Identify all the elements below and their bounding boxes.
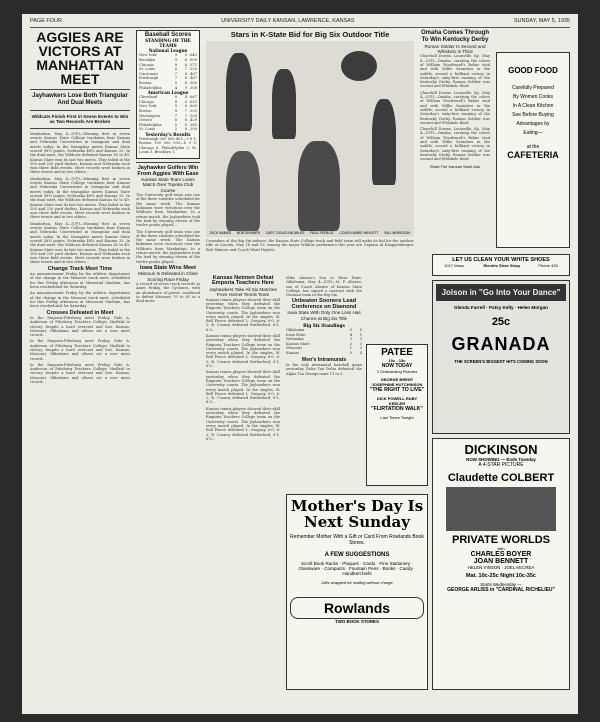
- mothers-day-items: Scroll Book Racks · Plaques · Cards · Fine Stationery · Glassware · Compacts · Fountain Pens · Books · Candy · Handkerchiefs: [298, 561, 416, 576]
- photo-name-label: DICK NAMES: [210, 231, 232, 235]
- granada-name: GRANADA: [451, 334, 551, 354]
- tennis-column: [206, 276, 280, 710]
- team-stat: 0: [349, 351, 352, 356]
- aheare-body: Mike Aheare's Son to Wear Point. Oklahoma, May 4—(UP)—M. P. Aheare, son of Coach Aheare of Kansas State College, has signed a contract with the Norman team in the Big Six.: [286, 276, 364, 298]
- tennis-body-cont-2: Kansas tennis players showed their skill yesterday when they defeated the Emporia Teachers College team on the University courts. The Jayhawkers won every match played. In the singles, W. Bell Pierce defeated L. Gregory, 6-0, 6-2; R. Cooney defeated Rutherford, 6-1, 6-3...: [206, 370, 282, 405]
- team-stat: 1: [359, 332, 362, 337]
- team-name: Boston: [139, 80, 152, 85]
- coach-portrait: [298, 141, 340, 231]
- patee-extra: Last Times Tonight: [380, 415, 414, 420]
- colbert-portrait: [446, 487, 556, 531]
- track-time-headline: Change Track Meet Time: [47, 265, 113, 272]
- team-stat: 8: [174, 67, 177, 72]
- team-name: Chicago: [139, 99, 154, 104]
- rowlands-sub: TWO BOOK STORES: [335, 619, 379, 624]
- patee-film-1: "THE RIGHT TO LIVE": [369, 387, 425, 393]
- lead-headline: AGGIES ARE VICTORS AT MANHATTAN MEET: [36, 29, 124, 87]
- tennis-body: Kansas tennis players showed their skill yesterday when they defeated the Emporia Teachers College team on the University courts. The Jayhawkers won every match played. In the singles, W. Bell Pierce defeated L. Gregory, 6-0, 6-2; R. Cooney defeated Rutherford, 6-1, 6-3...: [206, 297, 282, 332]
- team-stat: 7: [174, 113, 177, 118]
- team-stat: 9: [184, 85, 187, 90]
- derby-body-cont: Churchill Downs, Louisville, Ky., May 4—(UP)—Omaha, carrying the colors of William Woodward's Belair stud and with Willie Saunders in the saddle, scored a brilliant victory in Saturday's sixty-first running of the Kentucky Derby. Roman Soldier was second and Whiskolo third.: [420, 90, 492, 125]
- iowa-headline: Iowa State Wins Meet: [140, 264, 196, 271]
- team-name: Washington: [139, 113, 161, 118]
- rowlands-logo: Rowlands: [290, 597, 424, 619]
- lead-body-cont: Manhattan, May 4—(UP)—Winning first in seven events Kansas State College trackmen beat Kansas and Nebraska Universities in triangular and dual meets today. In the triangular meets Kansas State scored 58¼ points, Nebraska 48¼ and Kansas 25. In the dual meet, the Wildcats defeated Kansas 82 to 49. Kansas State won its last two meets. They failed in the 100 and 220 yard dashes, Kansas and Nebraska each won three field events. Meet records were broken in three events and in two others...: [30, 176, 132, 220]
- team-stat: 3: [359, 337, 362, 342]
- standings-row: [286, 351, 362, 356]
- team-stat: 8: [184, 118, 187, 123]
- team-name: Oklahoma: [286, 328, 305, 333]
- dickinson-prices: Mat. 10c-25c Night 10c-35c: [465, 573, 536, 579]
- team-stat: 8: [184, 76, 187, 81]
- photo-name-label: BILL WHEEDON: [384, 231, 410, 235]
- team-stat: .200: [188, 127, 197, 132]
- cafeteria-line: In A Clean Kitchen: [512, 103, 554, 109]
- national-league-title: National League: [148, 48, 188, 54]
- folio: [30, 18, 570, 28]
- team-stat: 5: [174, 80, 177, 85]
- derby-column: [420, 30, 490, 254]
- team-stat: 9: [174, 58, 177, 62]
- team-stat: 1: [349, 346, 352, 351]
- team-name: Kansas: [286, 351, 299, 356]
- team-stat: .467: [188, 76, 197, 81]
- golf-headline: Jayhawker Golfers Win From Aggies With Ease: [137, 165, 199, 177]
- track-stars-photo: [206, 41, 414, 237]
- runner-figure: [226, 53, 252, 131]
- patee-features: 2 Outstanding Pictures: [376, 369, 418, 374]
- team-stat: 2: [349, 337, 352, 342]
- team-stat: .308: [188, 85, 197, 90]
- tennis-body-cont-3: Kansas tennis players showed their skill yesterday when they defeated the Emporia Teachers College team on the University courts. The Jayhawkers won every match played. In the singles, W. Bell Pierce defeated L. Gregory, 6-0, 6-2; R. Cooney defeated Rutherford, 6-1, 6-3...: [206, 406, 282, 441]
- granada-film: Jolson in "Go Into Your Dance": [436, 284, 566, 301]
- nl-table: [139, 53, 197, 90]
- team-name: Chicago: [139, 62, 154, 67]
- team-name: Kansas State: [286, 341, 310, 346]
- photo-name-label: COACH WARD HAYLETT: [339, 231, 379, 235]
- cafeteria-name: CAFETERIA: [507, 150, 559, 160]
- golf-body: The University golf team was one of the three varsities scheduled for the same week. The Kansas linksmen were victorious over the Wildcats from Manhattan. In a return match, the Jayhawkers took the lead by winning eleven of the twelve points played...: [136, 193, 202, 228]
- tennis-body-cont: Kansas tennis players showed their skill yesterday when they defeated the Emporia Teachers College team on the University courts. The Jayhawkers won every match played. In the singles, W. Bell Pierce defeated L. Gregory, 6-0, 6-2; R. Cooney defeated Rutherford, 6-1, 6-3...: [206, 334, 282, 369]
- baseball-title: Baseball Scores: [144, 32, 192, 38]
- sooners-headline: Unbeaten Sooners Lead Conference on Diamond: [291, 298, 357, 310]
- team-name: New York: [139, 104, 157, 109]
- patee-price: 10c - 15c: [388, 358, 406, 363]
- big-six-standings: [286, 323, 362, 356]
- baseball-column: [136, 30, 200, 710]
- dickinson-sub: A 4-STAR PICTURE: [478, 462, 524, 468]
- photo-caption: Crusaders of the Big Six indoors, the Kansas State College track and field team will make its bid for the outdoor title at Lincoln, May 18 and 19. Among the major Wildcat performers this year are Captain Al Knappenberger, Bob Skinner and Coach Ward Haylett.: [206, 239, 416, 252]
- team-stat: 7: [174, 76, 177, 81]
- cafeteria-ad: [496, 52, 570, 248]
- american-league-title: American League: [147, 90, 189, 96]
- team-stat: .643: [188, 53, 197, 58]
- dickinson-ad: [432, 438, 570, 690]
- mothers-day-ad: [286, 494, 428, 690]
- team-stat: 8: [174, 108, 177, 113]
- team-stat: 4: [174, 85, 177, 90]
- team-name: Boston: [139, 108, 152, 113]
- crosses-body-cont: In the Emporia-Pittsburg meet Friday, Dale A. Anderson of Pittsburg Teachers College, Hadleid to victory despite a hard overcast and lost. Kansas, Missouri, Oklahoma and others set a new meet record...: [30, 339, 132, 361]
- team-stat: 8: [174, 62, 177, 67]
- patee-now: NOW TODAY: [381, 363, 413, 369]
- team-stat: .667: [188, 95, 197, 100]
- dickinson-cast-2: JOAN BENNETT: [473, 558, 529, 565]
- cafeteria-line: By Women Cooks: [513, 94, 553, 100]
- shoe-shop-phone: Phone 435: [538, 263, 558, 268]
- team-name: Iowa State: [286, 332, 306, 337]
- team-stat: 7: [184, 113, 187, 118]
- team-stat: .385: [188, 80, 197, 85]
- team-stat: .533: [188, 67, 197, 72]
- derby-headline: Omaha Comes Through To Win Kentucky Derby: [420, 30, 489, 43]
- photo-name-labels: [210, 231, 410, 235]
- lead-deck: Jayhawkers Lose Both Triangular And Dual Meets: [32, 93, 128, 106]
- team-name: Detroit: [139, 118, 152, 123]
- team-stat: 3: [359, 341, 362, 346]
- iowa-body: A record of seven track records in Ames Friday, the Cyclones, with an abundance of power, combined to defeat Missouri 70 to 61 in a dual meet.: [136, 282, 202, 304]
- tennis-deck: Jayhawkers Take All Six Matches From Hornet Tennis Team: [209, 286, 277, 298]
- team-stat: .533: [188, 108, 197, 113]
- iowa-deck: Missouri Is Defeated in Close Scoring Race Friday: [138, 271, 198, 282]
- results-title: Yesterday's Results: [145, 131, 191, 137]
- shoe-shop-address: 1017 Mass.: [444, 263, 465, 268]
- crosses-body-cont-2: In the Emporia-Pittsburg meet Friday, Dale A. Anderson of Pittsburg Teachers College, Hadleid to victory despite a hard overcast and lost. Kansas, Missouri, Oklahoma and others set a new meet record...: [30, 362, 132, 385]
- athlete-portrait: [226, 151, 260, 231]
- hurdler-figure: [372, 99, 396, 185]
- team-name: Nebraska: [286, 337, 304, 342]
- team-stat: .571: [188, 62, 197, 67]
- team-stat: .615: [188, 99, 197, 104]
- lead-body: Manhattan, May 4—(UP)—Winning first in seven events Kansas State College trackmen beat Kansas and Nebraska Universities in triangular and dual meets today. In the triangular meets Kansas State scored 58¼ points, Nebraska 48¼ and Kansas 25. In the dual meet, the Wildcats defeated Kansas 82 to 49. Kansas State won its last two meets. They failed in the 100 and 220 yard dashes, Kansas and Nebraska each won three field events. Meet records were broken in three events and in two others...: [30, 131, 132, 175]
- team-stat: 8: [184, 71, 187, 76]
- team-name: Missouri: [286, 346, 302, 351]
- team-stat: 8: [184, 80, 187, 85]
- baseball-scores-box: [136, 30, 200, 159]
- team-stat: 0: [359, 328, 362, 333]
- dickinson-film: PRIVATE WORLDS: [452, 534, 550, 546]
- golf-body-cont: The University golf team was one of the three varsities scheduled for the same week. The Kansas linksmen were victorious over the Wildcats from Manhattan. In a return match, the Jayhawkers took the lead by winning eleven of the twelve points played...: [136, 229, 202, 264]
- team-name: Cincinnati: [139, 71, 158, 76]
- jumper-figure: [341, 51, 377, 81]
- photo-feature: [206, 30, 414, 276]
- dickinson-with: with: [497, 546, 505, 551]
- granada-stars: Glenda Farrell · Patsy Kelly · Helen Morgan: [454, 305, 548, 310]
- team-stat: 4: [349, 332, 352, 337]
- team-name: New York: [139, 53, 157, 58]
- patee-star-1: GEORGE BRENT JOSEPHINE HUTCHINSON: [371, 377, 423, 387]
- team-stat: 7: [174, 71, 177, 76]
- sooners-column: [286, 276, 362, 486]
- track-time-body-cont: An announcement Friday by the athletic department of the change in the Missouri track meet, scheduled for this Friday afternoon at Memorial Stadium, has been rescheduled for Saturday.: [30, 291, 132, 309]
- team-name: Philadelphia: [139, 85, 162, 90]
- derby-deck: Roman Soldier Is Second and Whiskolo Is Third: [424, 43, 486, 54]
- team-stat: 5: [184, 53, 187, 58]
- team-stat: .467: [188, 71, 197, 76]
- mothers-day-wrap: Gifts wrapped for mailing without charge: [321, 580, 393, 585]
- granada-ad: [432, 280, 570, 434]
- photo-name-label: BOB SKINNER: [236, 231, 261, 235]
- tennis-headline: Kansas Netmen Defeat Emporia Teachers Here: [211, 275, 275, 287]
- mothers-day-title: Mother's Day Is Next Sunday: [290, 497, 424, 531]
- team-name: St. Louis: [139, 67, 156, 72]
- team-stat: 7: [184, 67, 187, 72]
- cafeteria-line: Eating—: [523, 130, 543, 136]
- mothers-day-suggestions: A FEW SUGGESTIONS: [324, 552, 390, 558]
- team-stat: 4: [359, 351, 362, 356]
- al-table: [139, 95, 197, 132]
- granada-tagline: THE SCREEN'S BIGGEST HITS COMING SOON: [454, 359, 548, 364]
- team-name: Brooklyn: [139, 58, 156, 62]
- intramurals-headline: Men's Intramurals: [301, 356, 347, 363]
- lead-story-column: [30, 30, 130, 710]
- team-name: St. Louis: [139, 127, 156, 132]
- team-stat: 3: [359, 346, 362, 351]
- team-stat: 5: [174, 122, 177, 127]
- team-stat: .429: [188, 118, 197, 123]
- team-stat: .600: [188, 58, 197, 62]
- dickinson-cast-3: HELEN VINSON · JOEL McCREA: [467, 565, 535, 570]
- issue-date: SUNDAY, MAY 5, 1935: [513, 18, 570, 24]
- intramurals-body: In the only intramural baseball game yesterday Delta Tau Delta defeated the Alpha Tau Omega team 11 to 5.: [286, 363, 364, 376]
- crosses-body: In the Emporia-Pittsburg meet Friday, Dale A. Anderson of Pittsburg Teachers College, Hadleid to victory despite a hard overcast and lost. Kansas, Missouri, Oklahoma and others set a new meet record...: [30, 315, 132, 338]
- lead-body-cont-2: Manhattan, May 4—(UP)—Winning first in seven events Kansas State College trackmen beat Kansas and Nebraska Universities in triangular and dual meets today. In the triangular meets Kansas State scored 58¼ points, Nebraska 48¼ and Kansas 25. In the dual meet, the Wildcats defeated Kansas 82 to 49. Kansas State won its last two meets. They failed in the 100 and 220 yard dashes, Kansas and Nebraska each won three field events. Meet records were broken in three events and in two others...: [30, 221, 132, 265]
- dickinson-next: GEORGE ARLISS in "CARDINAL RICHELIEU": [447, 587, 555, 593]
- want-ads-link: Read The Kansan Want Ads: [429, 163, 481, 169]
- derby-body: Churchill Downs, Louisville, Ky., May 4—(UP)—Omaha, carrying the colors of William Woodward's Belair stud and with Willie Saunders in the saddle, scored a brilliant victory in Saturday's sixty-first running of the Kentucky Derby. Roman Soldier was second and Whiskolo third.: [420, 54, 492, 89]
- cafeteria-lines: [500, 85, 566, 136]
- dickinson-star: Claudette COLBERT: [447, 472, 555, 484]
- cafeteria-at: at the: [526, 144, 540, 150]
- standings-title: Big Six Standings: [303, 323, 345, 329]
- team-stat: 6: [174, 118, 177, 123]
- photo-title: Stars in K-State Bid for Big Six Outdoor Title: [230, 30, 390, 39]
- team-stat: 7: [184, 108, 187, 113]
- team-name: Pittsburgh: [139, 76, 159, 81]
- team-name: Philadelphia: [139, 122, 162, 127]
- team-stat: .500: [188, 113, 197, 118]
- patee-film-2: "FLIRTATION WALK": [371, 406, 423, 412]
- team-stat: 6: [184, 62, 187, 67]
- dickinson-now: NOW SHOWING — Ends Tuesday: [466, 457, 536, 462]
- mothers-day-remember: Remember Mother With a Gift or Card From Rowlands Book Stores.: [290, 534, 424, 546]
- team-stat: 8: [174, 99, 177, 104]
- golf-deck: Kansas State Team Loses Match Over Topeka Club Course: [141, 176, 195, 193]
- team-stat: 2: [349, 341, 352, 346]
- shoe-shop-name: Electric Shoe Shop: [483, 263, 520, 268]
- crosses-headline: Crosses Defeated in Meet: [46, 309, 114, 316]
- dickinson-cast-1: CHARLES BOYER: [470, 551, 532, 558]
- results-body: Pittsburgh 000 000 401—5 8 1; Boston 100 000 030—4 9 0; Chicago 6, Philadelphia 3; St. Louis 3, Brooklyn 1.: [139, 136, 199, 154]
- team-stat: 6: [184, 104, 187, 109]
- team-stat: 5: [349, 328, 352, 333]
- dickinson-coming: Starts Wednesday —: [480, 582, 522, 587]
- team-stat: 5: [184, 99, 187, 104]
- team-stat: 6: [184, 58, 187, 62]
- photo-name-label: CAPT. DOUG KNOWLES: [265, 231, 305, 235]
- team-stat: 8: [184, 122, 187, 127]
- derby-body-cont-2: Churchill Downs, Louisville, Ky., May 4—(UP)—Omaha, carrying the colors of William Woodward's Belair stud and with Willie Saunders in the saddle, scored a brilliant victory in Saturday's sixty-first running of the Kentucky Derby. Roman Soldier was second and Whiskolo third.: [420, 127, 492, 162]
- cafeteria-line: See Before Buying: [512, 112, 554, 118]
- team-stat: 9: [174, 104, 177, 109]
- newspaper-page: [22, 14, 578, 714]
- team-stat: 4: [184, 95, 187, 100]
- track-time-body: An announcement Friday by the athletic department of the change in the Missouri track meet, scheduled for this Friday afternoon at Memorial Stadium, has been rescheduled for Saturday.: [30, 272, 132, 290]
- standing-title: STANDING OF THE TEAMS: [145, 38, 191, 49]
- cafeteria-line: Carefully Prepared: [512, 85, 554, 91]
- patee-star-2: DICK POWELL RUBY KEELER: [376, 396, 418, 406]
- team-stat: 8: [184, 127, 187, 132]
- team-stat: .385: [188, 122, 197, 127]
- team-stat: 2: [174, 127, 177, 132]
- cafeteria-line: Advantages by: [516, 121, 550, 127]
- team-stat: 9: [174, 53, 177, 58]
- photo-name-label: PAUL PERILLE: [310, 231, 334, 235]
- masthead: UNIVERSITY DAILY KANSAN, LAWRENCE, KANSAS: [221, 18, 355, 24]
- standings-table: [286, 328, 362, 356]
- dickinson-name: DICKINSON: [464, 442, 538, 457]
- patee-name: PATEE: [381, 347, 413, 358]
- lead-subdeck: Wildcats Finish First in Seven Events to Win as Two Records Are Broken: [31, 114, 129, 125]
- cafeteria-good-food: GOOD FOOD: [508, 66, 558, 75]
- patee-ad: [366, 344, 428, 486]
- team-stat: 8: [174, 95, 177, 100]
- team-stat: .600: [188, 104, 197, 109]
- shoe-shop-title: LET US CLEAN YOUR WHITE SHOES: [452, 257, 550, 263]
- team-name: Cleveland: [139, 95, 158, 100]
- sooners-deck: Iowa State With Only One Loss Has Chance at Big Six Title: [287, 310, 361, 321]
- shoe-shop-ad: [432, 254, 570, 276]
- runner-figure: [272, 69, 296, 139]
- page-number: PAGE FOUR: [30, 18, 62, 24]
- granada-price: 25c: [491, 316, 511, 328]
